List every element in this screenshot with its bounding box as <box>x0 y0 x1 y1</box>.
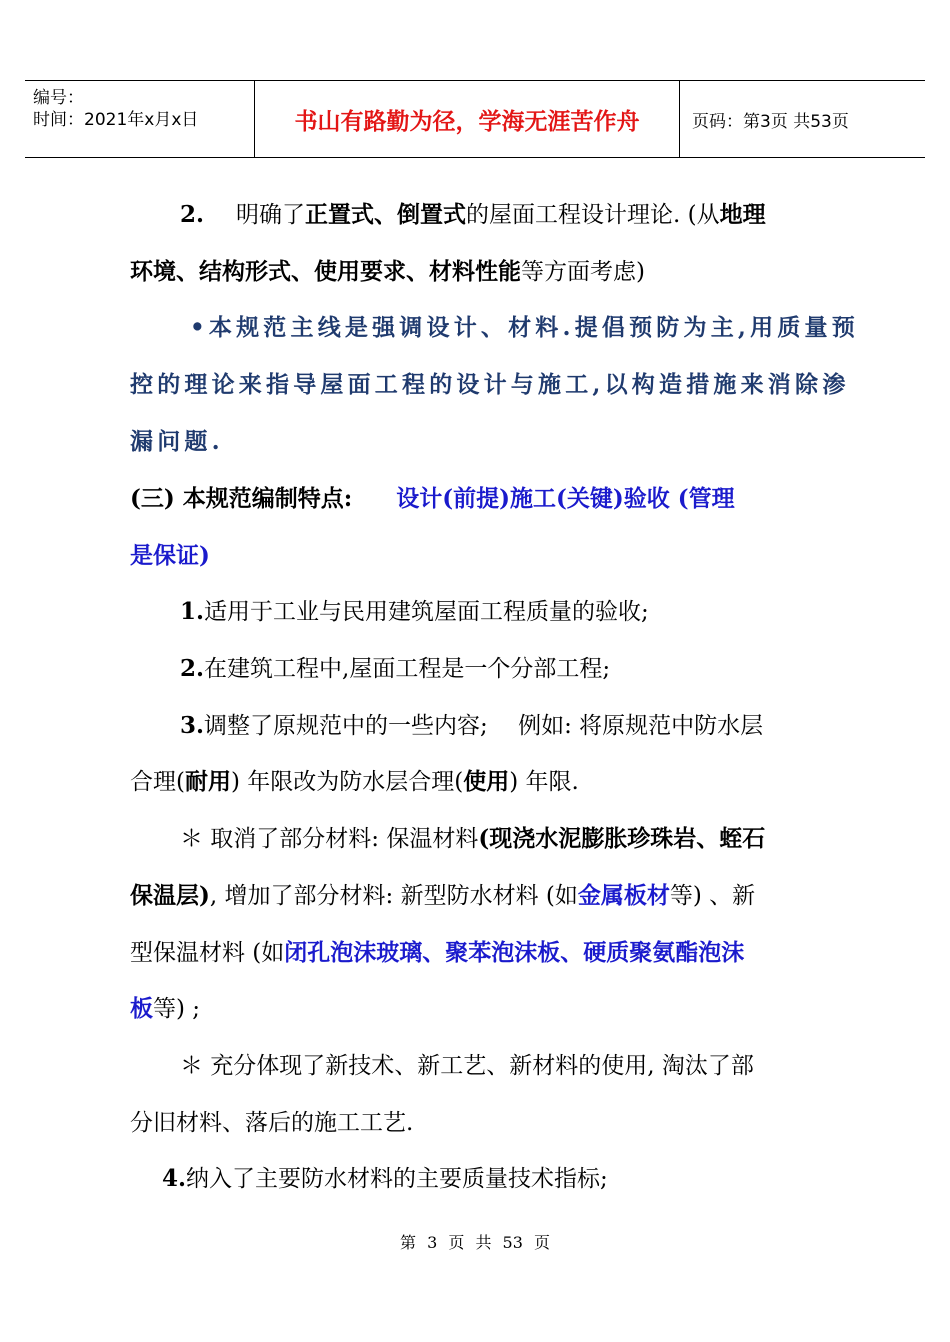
emphasis-text: 保温层) <box>130 882 210 909</box>
list-item-2 <box>180 654 610 684</box>
item-text: 纳入了主要防水材料的主要质量技术指标; <box>186 1166 608 1192</box>
list-item-3 <box>180 711 763 741</box>
principle-line-2: 控的理论来指导屋面工程的设计与施工,以构造措施来消除渗 <box>130 371 850 398</box>
text-run: ) 年限. <box>509 769 579 795</box>
paragraph-theory-line-2 <box>130 257 645 287</box>
principle-line-3: 漏问题. <box>130 428 224 455</box>
note-materials-line-2 <box>130 881 755 911</box>
header-motto: 书山有路勤为径，学海无涯苦作舟 <box>294 108 640 135</box>
item-number: 2. <box>180 655 205 682</box>
header-motto-cell <box>254 81 680 157</box>
section-heading-blue-text: 设计(前提)施工(关键)验收 (管理 <box>396 485 735 512</box>
list-item-4 <box>162 1164 608 1194</box>
note-materials-line-3 <box>130 938 744 968</box>
document-time-label: 时间：2021年x月x日 <box>33 110 199 130</box>
text-run: 的屋面工程设计理论. (从 <box>466 202 720 228</box>
text-run: 合理( <box>130 769 185 795</box>
note-materials-line-1 <box>180 824 765 854</box>
item-number: 3. <box>180 712 205 739</box>
item-text: 调整了原规范中的一些内容; 例如: 将原规范中防水层 <box>204 713 764 739</box>
text-run: 等方面考虑) <box>521 259 645 285</box>
text-run: 等) ; <box>153 996 201 1022</box>
header-page-info: 页码：第3页 共53页 <box>692 111 849 132</box>
emphasis-text: 使用 <box>463 768 510 795</box>
item-number: 1. <box>180 598 205 625</box>
emphasis-text: 环境、结构形式、使用要求、材料性能 <box>130 258 521 285</box>
note-new-tech-line-1: ＊ 充分体现了新技术、新工艺、新材料的使用, 淘汰了部 <box>180 1053 754 1079</box>
item-text: 适用于工业与民用建筑屋面工程质量的验收; <box>204 599 649 625</box>
section-three-heading-line-2: 是保证) <box>130 542 210 569</box>
list-item-3-line-2 <box>130 767 579 797</box>
note-materials-line-4 <box>130 994 200 1024</box>
emphasis-text: 耐用 <box>184 768 231 795</box>
emphasis-text: 地理 <box>719 201 766 228</box>
section-three-heading <box>130 484 735 514</box>
page-footer: 第 3 页 共 53 页 <box>400 1233 550 1252</box>
text-run: ＊ 取消了部分材料: 保温材料 <box>180 826 479 852</box>
item-text: 在建筑工程中,屋面工程是一个分部工程; <box>204 656 611 682</box>
document-code-label: 编号： <box>33 88 84 108</box>
item-number: 2. <box>180 201 205 228</box>
page-header <box>25 80 925 158</box>
text-run: , 增加了部分材料: 新型防水材料 (如 <box>209 883 578 909</box>
text-run: 等) 、新 <box>669 883 756 909</box>
header-page-cell <box>680 81 925 157</box>
text-run: 明确了 <box>236 202 306 228</box>
emphasis-text: (现浇水泥膨胀珍珠岩、蛭石 <box>478 825 766 852</box>
text-run: 型保温材料 (如 <box>130 940 285 966</box>
emphasis-blue-text: 闭孔泡沫玻璃、聚苯泡沫板、硬质聚氨酯泡沫 <box>284 939 745 966</box>
emphasis-text: 正置式、倒置式 <box>305 201 467 228</box>
emphasis-blue-text: 金属板材 <box>577 882 670 909</box>
section-heading-text: (三) 本规范编制特点: <box>130 485 353 512</box>
list-item-1 <box>180 597 649 627</box>
item-number: 4. <box>162 1165 187 1192</box>
note-new-tech-line-2: 分旧材料、落后的施工工艺. <box>130 1110 414 1136</box>
principle-line-1: •本规范主线是强调设计、材料.提倡预防为主,用质量预 <box>190 314 859 341</box>
text-run: ) 年限改为防水层合理( <box>230 769 464 795</box>
header-meta-cell <box>25 81 253 157</box>
emphasis-blue-text: 板 <box>130 995 153 1022</box>
paragraph-theory-line-1 <box>180 200 766 230</box>
